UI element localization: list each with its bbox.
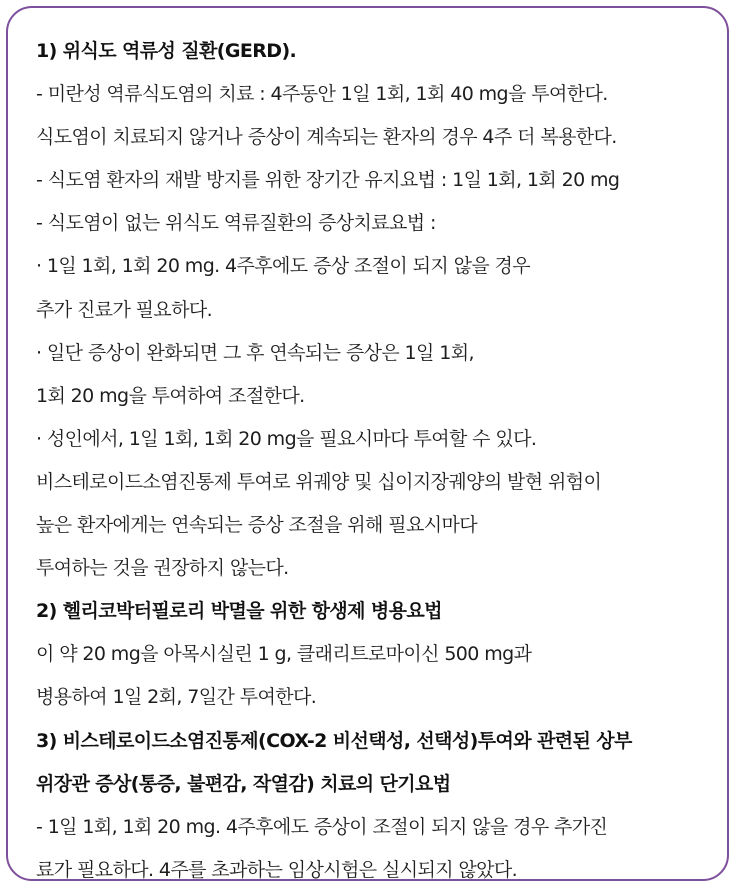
text-line: 비스테로이드소염진통제 투여로 위궤양 및 십이지장궤양의 발현 위험이	[36, 470, 602, 493]
text-line: 료가 필요하다. 4주를 초과하는 임상시험은 실시되지 않았다.	[36, 858, 518, 881]
section-heading: 1) 위식도 역류성 질환(GERD).	[36, 40, 297, 62]
text-line: 추가 진료가 필요하다.	[36, 298, 213, 321]
text-line: - 1일 1회, 1회 20 mg. 4주후에도 증상이 조절이 되지 않을 경우 추가진	[36, 815, 608, 838]
text-line: 투여하는 것을 권장하지 않는다.	[36, 557, 289, 580]
text-line: - 미란성 역류식도염의 치료 : 4주동안 1일 1회, 1회 40 mg을 투여한다.	[36, 83, 608, 106]
text-line: 병용하여 1일 2회, 7일간 투여한다.	[36, 686, 317, 709]
section-heading: 3) 비스테로이드소염진통제(COX-2 비선택성, 선택성)투여와 관련된 상부	[36, 729, 632, 752]
text-line: 이 약 20 mg을 아목시실린 1 g, 클래리트로마이신 500 mg과	[36, 643, 532, 666]
text-line: 식도염이 치료되지 않거나 증상이 계속되는 환자의 경우 4주 더 복용한다.	[36, 126, 617, 149]
text-line: · 성인에서, 1일 1회, 1회 20 mg을 필요시마다 투여할 수 있다.	[36, 427, 537, 450]
text-line: · 일단 증상이 완화되면 그 후 연속되는 증상은 1일 1회,	[36, 341, 474, 364]
section-heading: 위장관 증상(통증, 불편감, 작열감) 치료의 단기요법	[36, 772, 451, 795]
dosage-text-block	[36, 30, 719, 892]
text-line: - 식도염 환자의 재발 방지를 위한 장기간 유지요법 : 1일 1회, 1회 20 mg	[36, 169, 620, 192]
dosage-info-card	[6, 6, 729, 881]
text-line: 1회 20 mg을 투여하여 조절한다.	[36, 384, 305, 407]
section-heading: 2) 헬리코박터필로리 박멸을 위한 항생제 병용요법	[36, 600, 442, 623]
text-line: - 식도염이 없는 위식도 역류질환의 증상치료요법 :	[36, 212, 436, 235]
text-line: · 1일 1회, 1회 20 mg. 4주후에도 증상 조절이 되지 않을 경우	[36, 255, 531, 278]
text-line: 높은 환자에게는 연속되는 증상 조절을 위해 필요시마다	[36, 514, 477, 537]
